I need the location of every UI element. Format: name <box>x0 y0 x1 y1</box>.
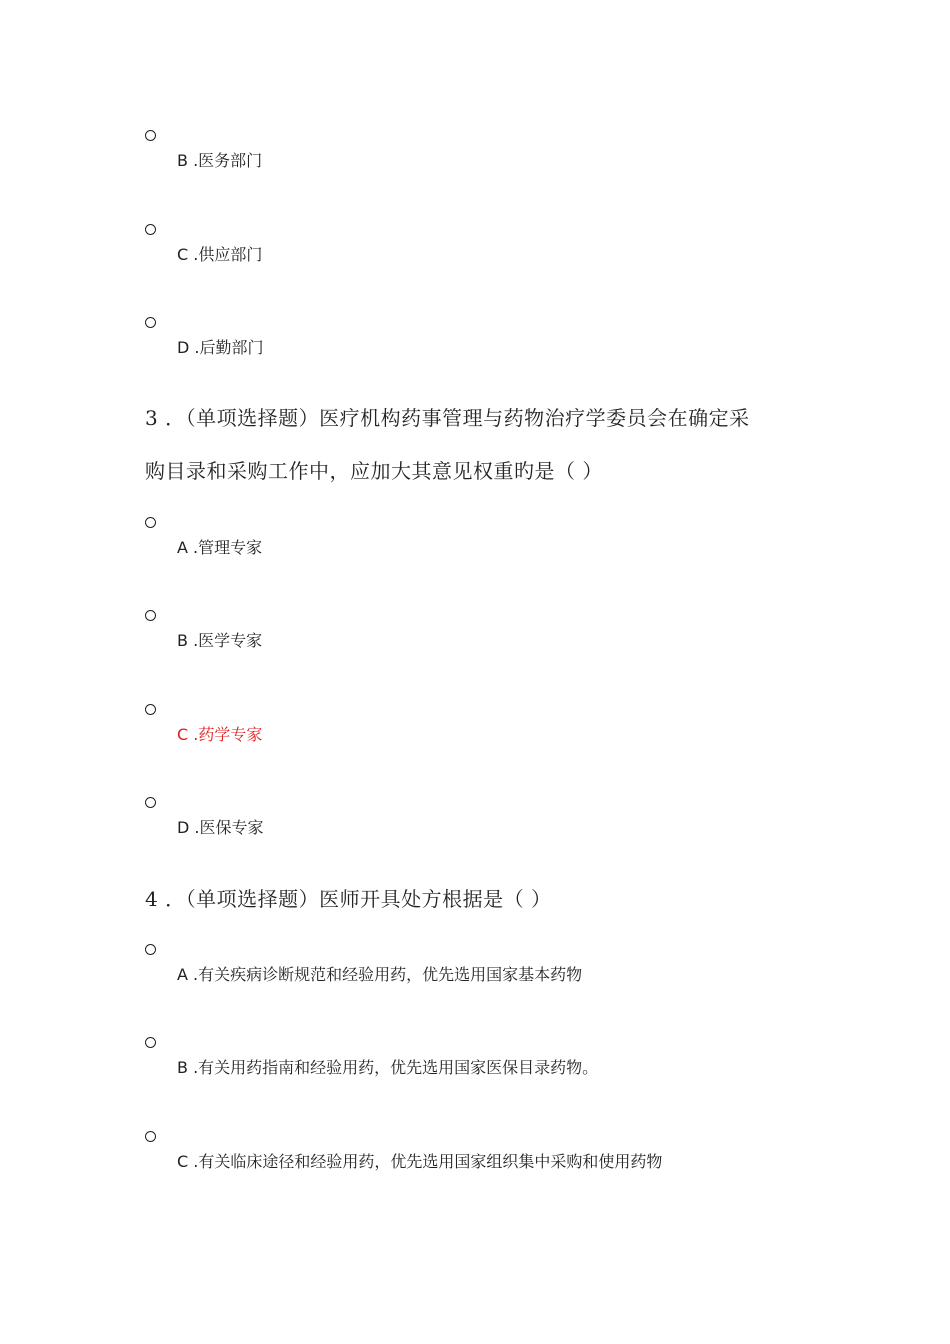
q3-option-d-label: D .医保专家 <box>177 818 264 837</box>
q4-option-c-radio[interactable] <box>145 1131 156 1142</box>
q3-option-a-radio[interactable] <box>145 517 156 528</box>
q3-option-a-label: A .管理专家 <box>177 538 263 557</box>
q4-option-b-label: B .有关用药指南和经验用药，优先选用国家医保目录药物。 <box>177 1058 599 1077</box>
q2-option-b-radio[interactable] <box>145 130 156 141</box>
q2-option-d-radio[interactable] <box>145 317 156 328</box>
q4-option-a-radio[interactable] <box>145 944 156 955</box>
q3-option-b-label: B .医学专家 <box>177 631 263 650</box>
q3-title-line-1: 3 ．（单项选择题）医疗机构药事管理与药物治疗学委员会在确定采 <box>145 406 750 430</box>
q2-option-b-label: B .医务部门 <box>177 151 263 170</box>
q3-option-c-radio[interactable] <box>145 704 156 715</box>
q4-option-c-label: C .有关临床途径和经验用药，优先选用国家组织集中采购和使用药物 <box>177 1152 663 1171</box>
q2-option-c-label: C .供应部门 <box>177 245 263 264</box>
q4-option-b-radio[interactable] <box>145 1037 156 1048</box>
q3-option-c-label-correct: C .药学专家 <box>177 725 263 744</box>
q3-option-b-radio[interactable] <box>145 610 156 621</box>
q4-title-line-1: 4 ．（单项选择题）医师开具处方根据是（ ） <box>145 887 552 911</box>
q4-option-a-label: A .有关疾病诊断规范和经验用药，优先选用国家基本药物 <box>177 965 583 984</box>
q3-title-line-2: 购目录和采购工作中，应加大其意见权重旳是（ ） <box>145 459 603 483</box>
q2-option-d-label: D .后勤部门 <box>177 338 264 357</box>
q2-option-c-radio[interactable] <box>145 224 156 235</box>
q3-option-d-radio[interactable] <box>145 797 156 808</box>
